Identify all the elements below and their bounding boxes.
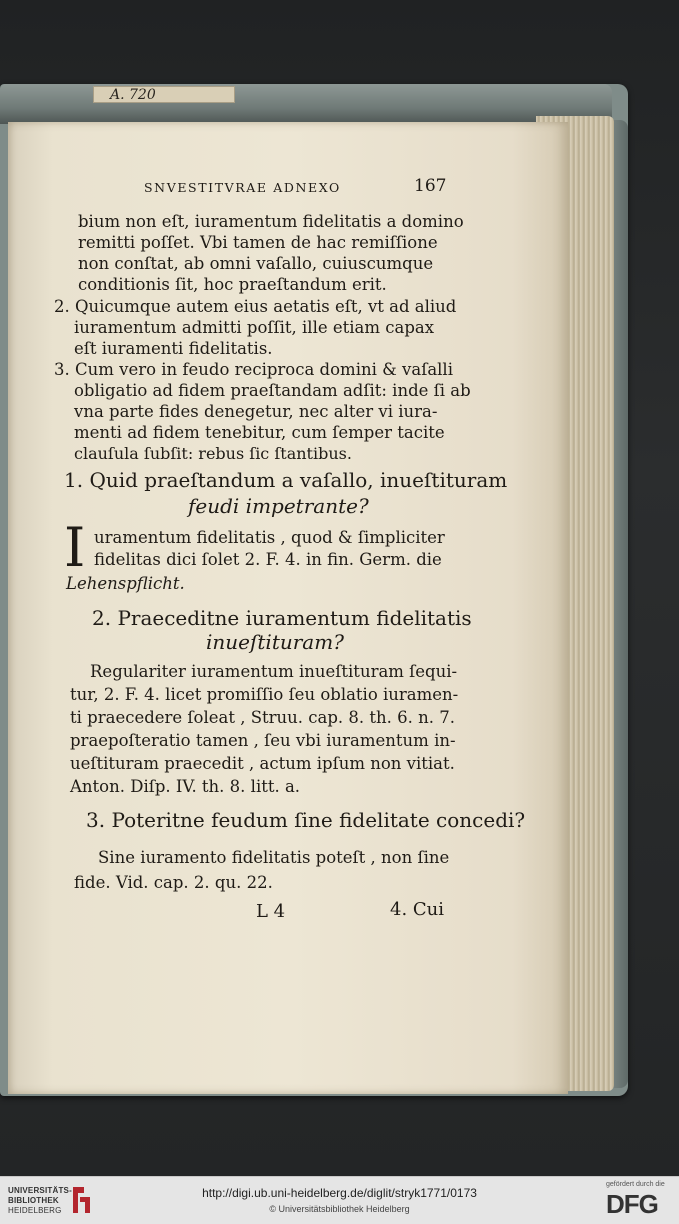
text-line: clauſula ſubſit: rebus ſic ſtantibus. [74,444,352,463]
question-heading-1: 1. Quid praeſtandum a vaſallo, inueſtituram [64,468,508,492]
text-line: ti praecedere ſoleat , Struu. cap. 8. th. 6. n. 7. [70,708,455,727]
book-page [8,122,568,1094]
drop-cap: I [64,516,86,579]
question-heading-2-cont: inueſtituram? [206,630,344,654]
text-line: 2. Quicumque autem eius aetatis eſt, vt ad aliud [54,297,457,316]
text-line: 3. Cum vero in feudo reciproca domini & vaſalli [54,360,453,379]
text-line: fide. Vid. cap. 2. qu. 22. [74,873,273,892]
copyright-notice: © Universitätsbibliothek Heidelberg [269,1204,410,1214]
text-line: iuramentum admitti poſſit, ille etiam capax [74,318,435,337]
text-line: uramentum fidelitatis , quod & ſimpliciter [94,528,445,547]
text-line: non conſtat, ab omni vaſallo, cuiuscumque [78,254,434,273]
logo-line: BIBLIOTHEK [8,1196,59,1205]
dfg-logo: DFG [606,1189,658,1219]
permalink-url[interactable]: http://digi.ub.uni-heidelberg.de/diglit/stryk1771/0173 [202,1186,477,1200]
text-line: ueſtituram praecedit , actum ipſum non vitiat. [70,754,455,773]
shelf-label: A. 720 [93,86,235,103]
text-line: Anton. Diſp. IV. th. 8. litt. a. [70,777,301,796]
text-line: conditionis ſit, hoc praeſtandum erit. [78,275,387,294]
text-line: praepoſteratio tamen , ſeu vbi iuramentum in- [70,731,456,750]
text-line: bium non eſt, iuramentum fidelitatis a domino [78,212,464,231]
text-line: Regulariter iuramentum inueſtituram ſequi- [90,662,458,681]
text-line: remitti poſſet. Vbi tamen de hac remiſſione [78,233,438,252]
text-line: eſt iuramenti fidelitatis. [74,339,273,358]
text-line: fidelitas dici ſolet 2. F. 4. in fin. Germ. die [94,550,442,569]
question-heading-1-cont: feudi impetrante? [188,494,369,518]
book-top-edge [0,84,612,124]
page-text [8,122,568,1094]
text-line: Lehenspflicht. [66,574,185,593]
text-line: vna parte fides denegetur, nec alter vi iura- [74,402,438,421]
text-line: Sine iuramento fidelitatis poteſt , non ſine [98,848,450,867]
catchword: 4. Cui [390,899,445,920]
signature-mark: L 4 [256,901,286,922]
question-heading-2: 2. Praeceditne iuramentum fidelitatis [92,606,472,630]
logo-line: UNIVERSITÄTS- [8,1186,72,1195]
running-head: SNVESTITVRAE ADNEXO [144,180,341,195]
question-heading-3: 3. Poteritne feudum ſine fidelitate concedi? [86,808,526,832]
page-number: 167 [414,176,447,196]
text-line: obligatio ad fidem praeſtandam adſit: inde ſi ab [74,381,471,400]
footer-bar [0,1176,679,1224]
text-line: menti ad fidem tenebitur, cum ſemper tacite [74,423,445,442]
funding-caption: gefördert durch die [606,1181,665,1188]
logo-line: HEIDELBERG [8,1206,62,1215]
text-line: tur, 2. F. 4. licet promiſſio ſeu oblatio iuramen- [70,685,459,704]
